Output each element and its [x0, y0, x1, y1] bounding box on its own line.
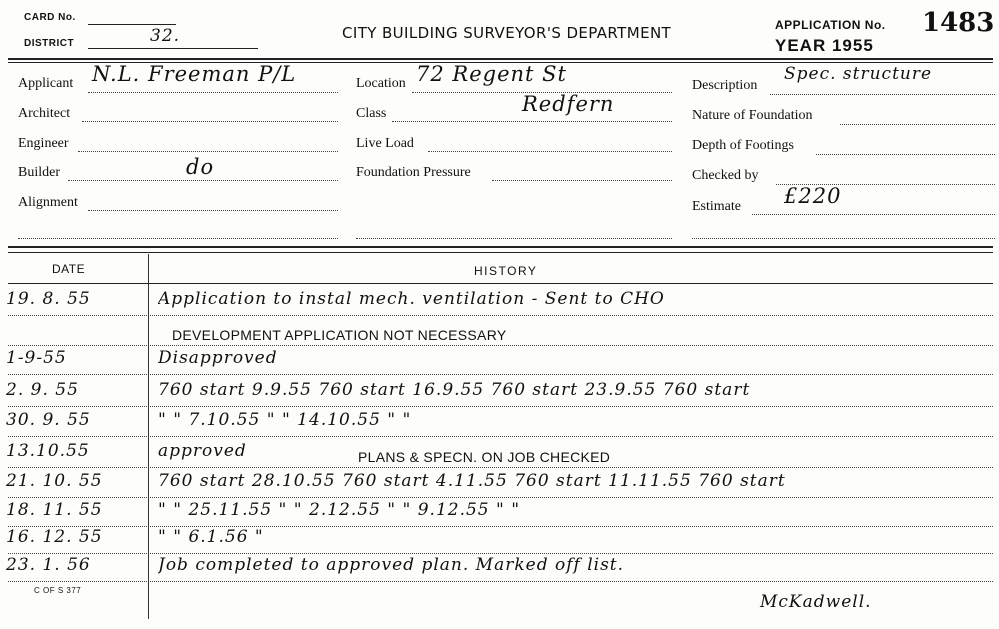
alignment-line	[88, 210, 338, 211]
description-line	[770, 94, 995, 95]
history-row-line	[8, 467, 993, 468]
application-number: 1483	[922, 8, 995, 38]
builder-label: Builder	[18, 165, 60, 180]
architect-label: Architect	[18, 106, 71, 121]
form-code: C OF S 377	[34, 586, 82, 595]
blank-line-left	[18, 238, 338, 239]
history-date: 1-9-55	[6, 348, 67, 368]
applicant-line	[88, 92, 338, 93]
card-no-label: CARD No.	[24, 12, 76, 23]
district-label: DISTRICT	[24, 38, 75, 49]
blank-line-right	[692, 238, 995, 239]
history-date: 30. 9. 55	[6, 410, 91, 430]
history-header: HISTORY	[474, 264, 538, 278]
history-typed-note: DEVELOPMENT APPLICATION NOT NECESSARY	[172, 327, 507, 343]
history-row-line	[8, 374, 993, 375]
description-label: Description	[692, 78, 758, 93]
history-rule-1	[8, 246, 993, 248]
location-label: Location	[356, 76, 406, 91]
history-row-line	[8, 315, 993, 316]
date-header: DATE	[52, 262, 86, 276]
history-entry: approved	[158, 441, 247, 461]
checked-by-label: Checked by	[692, 168, 759, 183]
history-row-line	[8, 526, 993, 527]
history-date: 21. 10. 55	[6, 471, 103, 491]
history-entry: " " 6.1.56 "	[158, 527, 264, 547]
history-entry: " " 7.10.55 " " 14.10.55 " "	[158, 410, 412, 430]
class-line	[392, 121, 672, 122]
builder-value: do	[186, 155, 215, 179]
alignment-label: Alignment	[18, 195, 78, 210]
history-row-line	[8, 345, 993, 346]
estimate-line	[752, 214, 995, 215]
history-entry: " " 25.11.55 " " 2.12.55 " " 9.12.55 " "	[158, 500, 521, 520]
history-row-line	[8, 436, 993, 437]
nature-line	[840, 124, 995, 125]
history-row-line	[8, 581, 993, 582]
history-entry: Application to instal mech. ventilation - Sent to CHO	[158, 289, 665, 309]
engineer-label: Engineer	[18, 136, 69, 151]
blank-line-middle	[356, 238, 672, 239]
estimate-label: Estimate	[692, 199, 741, 214]
history-header-rule	[8, 283, 993, 284]
estimate-value: £220	[784, 184, 842, 208]
nature-of-foundation-label: Nature of Foundation	[692, 108, 813, 123]
description-value: Spec. structure	[784, 64, 933, 84]
history-entry: 760 start 9.9.55 760 start 16.9.55 760 start 23.9.55 760 start	[158, 380, 751, 400]
history-entry: Job completed to approved plan. Marked off list.	[158, 555, 625, 575]
history-entry: Disapproved	[158, 348, 278, 368]
history-date: 13.10.55	[6, 441, 90, 461]
history-row-line	[8, 497, 993, 498]
applicant-value: N.L. Freeman P/L	[92, 62, 297, 86]
history-date: 19. 8. 55	[6, 289, 91, 309]
history-date: 16. 12. 55	[6, 527, 103, 547]
history-row-line	[8, 406, 993, 407]
history-row-line	[8, 553, 993, 554]
foundation-pressure-line	[492, 180, 672, 181]
architect-line	[82, 121, 338, 122]
live-load-label: Live Load	[356, 136, 414, 151]
depth-of-footings-label: Depth of Footings	[692, 138, 794, 153]
history-date: 23. 1. 56	[6, 555, 91, 575]
application-no-label: APPLICATION No.	[775, 18, 886, 32]
foundation-pressure-label: Foundation Pressure	[356, 165, 471, 180]
engineer-line	[78, 151, 338, 152]
location-value: 72 Regent St	[416, 62, 567, 86]
district-line	[88, 48, 258, 49]
builder-line	[68, 180, 338, 181]
depth-line	[816, 154, 995, 155]
card-no-line	[88, 24, 176, 25]
signature: McKadwell.	[760, 592, 872, 612]
department-title: CITY BUILDING SURVEYOR'S DEPARTMENT	[342, 24, 672, 42]
year-label: YEAR 1955	[775, 36, 874, 55]
history-entry: 760 start 28.10.55 760 start 4.11.55 760 start 11.11.55 760 start	[158, 471, 786, 491]
history-date: 18. 11. 55	[6, 500, 103, 520]
history-typed-note: PLANS & SPECN. ON JOB CHECKED	[358, 449, 611, 465]
district-value: 32.	[150, 26, 181, 46]
class-label: Class	[356, 106, 387, 121]
applicant-label: Applicant	[18, 76, 74, 91]
location-value-2: Redfern	[522, 92, 615, 116]
live-load-line	[428, 151, 672, 152]
header-rule-1	[8, 58, 993, 60]
history-rule-2	[8, 252, 993, 253]
history-date: 2. 9. 55	[6, 380, 79, 400]
